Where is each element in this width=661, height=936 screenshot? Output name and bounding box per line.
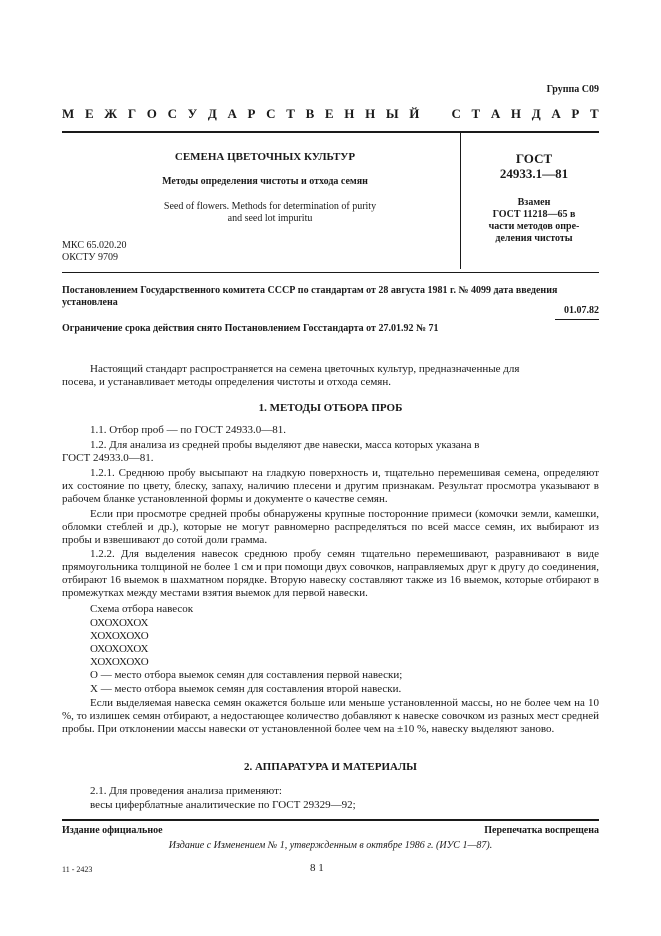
section-heading-1: 1. МЕТОДЫ ОТБОРА ПРОБ (258, 402, 403, 414)
replaces-line: ГОСТ 11218—65 в (492, 209, 576, 220)
gost-label: ГОСТ (515, 151, 553, 166)
replaces-block (470, 197, 598, 245)
document-subtitle: Методы определения чистоты и отхода семян (162, 176, 368, 187)
english-title-line: Seed of flowers. Methods for determination of purity (163, 201, 377, 212)
gost-designation (470, 151, 598, 181)
decree-line: установлена (62, 297, 118, 308)
clause-1-2-1-b: Если при просмотре средней пробы обнаружены крупные посторонние примеси (комочки земли, камешки, обломки стеблей и др.), которые не могут равномерно распределяться по всей массе семян, их выбирают из пробы и взвешивают до сотой доли грамма. (62, 508, 599, 546)
title-column-divider (460, 133, 461, 269)
weight-tolerance-paragraph: Если выделяемая навеска семян окажется больше или меньше установленной массы, но не более чем на 10 %, то излишек семян отбирают, а недостающее количество добавляют к навеске совочком из разных мест средней пробы. При отклонении массы навески от установленной более чем на ±10 %, навеску выделяют заново. (62, 697, 599, 735)
scheme-row: ХОХОХОХО (90, 630, 149, 642)
legend-x: Х — место отбора выемок семян для составления второй навески. (90, 683, 402, 695)
banner-letter: Й (409, 106, 420, 121)
banner-letter: Н (365, 106, 376, 121)
okstu-code: ОКСТУ 9709 (62, 252, 119, 263)
decree-line: Постановлением Государственного комитета СССР по стандартам от 28 августа 1981 г. № 4099 дата введения (62, 285, 558, 296)
reprint-prohibited-label: Перепечатка воспрещена (484, 825, 599, 836)
classification-codes (62, 240, 126, 264)
banner-letter: А (227, 106, 237, 121)
banner-letter: М (62, 106, 75, 121)
banner-letter: Ж (104, 106, 118, 121)
standard-banner (62, 106, 599, 122)
clause-2-1: 2.1. Для проведения анализа применяют: (90, 785, 282, 797)
limit-removed-note: Ограничение срока действия снято Постановлением Госстандарта от 27.01.92 № 71 (62, 323, 439, 334)
date-underline (555, 319, 599, 320)
banner-letter: О (146, 106, 157, 121)
replaces-line: деления чистоты (495, 233, 573, 244)
print-code: 11 - 2423 (62, 865, 93, 874)
title-block-divider (62, 272, 599, 273)
scheme-grid (90, 617, 149, 669)
banner-letter: Т (286, 106, 295, 121)
banner-letter: У (187, 106, 198, 121)
intro-paragraph (62, 363, 599, 389)
replaces-line: Взамен (517, 197, 551, 208)
footer-divider (62, 819, 599, 821)
banner-letter: Т (471, 106, 481, 121)
banner-letter: Р (247, 106, 256, 121)
banner-letter: Е (324, 106, 334, 121)
clause-1-1: 1.1. Отбор проб — по ГОСТ 24933.0—81. (90, 424, 286, 436)
document-title: СЕМЕНА ЦВЕТОЧНЫХ КУЛЬТУР (174, 151, 356, 163)
banner-letter: А (490, 106, 501, 121)
english-title-line: and seed lot impuritu (227, 213, 313, 224)
banner-letter: С (451, 106, 461, 121)
english-title (140, 201, 400, 225)
clause-line: 1.2. Для анализа из средней пробы выделяют две навески, масса которых указана в (90, 439, 480, 451)
banner-letter: В (305, 106, 315, 121)
banner-letter: С (167, 106, 177, 121)
banner-letter: Е (84, 106, 94, 121)
clause-2-1-item: весы циферблатные аналитические по ГОСТ 29329—92; (90, 799, 356, 811)
gost-number: 24933.1—81 (499, 166, 569, 181)
intro-line: Настоящий стандарт распространяется на семена цветочных культур, предназначенные для (90, 363, 520, 375)
clause-1-2 (62, 439, 599, 465)
clause-1-2-1: 1.2.1. Среднюю пробу высыпают на гладкую поверхность и, тщательно перемешивая семена, определяют их состояние по цвету, блеску, запаху, наличию плесени и другим признакам. Результат просмотра указывают в рабочем бланке установленной формы и документе о качестве семян. (62, 467, 599, 505)
official-edition-label: Издание официальное (62, 825, 163, 836)
banner-letter: Н (510, 106, 522, 121)
replaces-line: части методов опре- (488, 221, 580, 232)
clause-line: ГОСТ 24933.0—81. (62, 452, 154, 464)
decree-text (62, 285, 599, 309)
section-heading-2: 2. АППАРАТУРА И МАТЕРИАЛЫ (244, 761, 417, 773)
banner-letter: Р (571, 106, 580, 121)
legend-o: О — место отбора выемок семян для составления первой навески; (90, 669, 403, 681)
banner-letter: С (266, 106, 276, 121)
scheme-row: ОХОХОХОХ (90, 643, 149, 655)
group-code: Группа С09 (546, 84, 599, 95)
edition-note: Издание с Изменением № 1, утвержденным в октябре 1986 г. (ИУС 1—87). (168, 840, 493, 851)
header-divider (62, 131, 599, 133)
banner-letter: Г (127, 106, 137, 121)
mks-code: МКС 65.020.20 (62, 240, 127, 251)
banner-letter: Ы (385, 106, 399, 121)
banner-letter: Д (207, 106, 217, 121)
page-number: 8 1 (310, 862, 324, 874)
scheme-title: Схема отбора навесок (90, 603, 194, 615)
banner-letter: Т (590, 106, 599, 121)
banner-letter: Д (531, 106, 541, 121)
banner-letter: Н (344, 106, 355, 121)
scheme-row: ХОХОХОХО (90, 656, 149, 668)
effective-date: 01.07.82 (564, 305, 599, 316)
scheme-row: ОХОХОХОХ (90, 617, 149, 629)
banner-letter: А (551, 106, 561, 121)
intro-line: посева, и устанавливает методы определения чистоты и отхода семян. (62, 376, 391, 388)
clause-1-2-2: 1.2.2. Для выделения навесок среднюю пробу семян тщательно перемешивают, разравнивают в виде прямоугольника толщиной не более 1 см и при помощи двух совочков, направляемых друг к другу до соединения, отбирают 16 выемок в шахматном порядке. Вторую навеску составляют также из 16 выемок, которые отбирают в промежутках между местами взятия выемок для первой навески. (62, 548, 599, 599)
